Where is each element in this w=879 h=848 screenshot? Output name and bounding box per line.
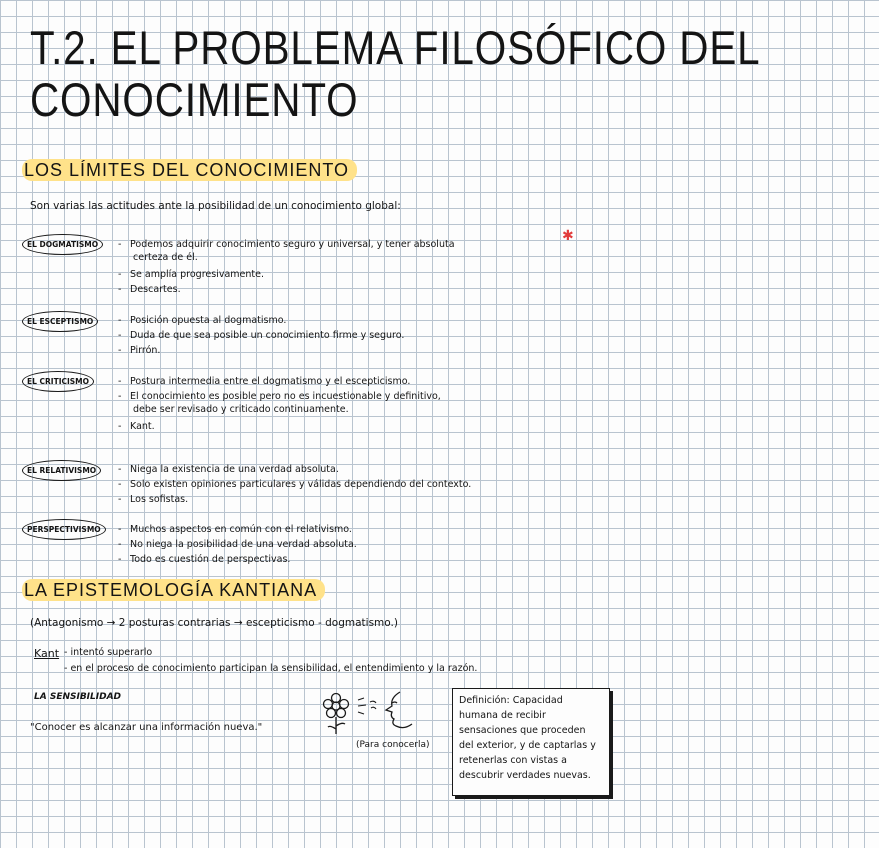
label-escepticismo: EL ESCEPTISMO — [22, 311, 98, 332]
list-criticismo — [118, 374, 441, 404]
section-heading-kantian: LA EPISTEMOLOGÍA KANTIANA — [22, 580, 325, 601]
intro-text: Son varias las actitudes ante la posibilidad de un conocimiento global: — [30, 200, 401, 212]
list-item: - Todo es cuestión de perspectivas. — [118, 552, 357, 567]
label-dogmatismo: EL DOGMATISMO — [22, 234, 103, 255]
list-item: - Solo existen opiniones particulares y válidas dependiendo del contexto. — [118, 477, 471, 492]
list-item: - Descartes. — [118, 282, 264, 297]
list-item-continuation: certeza de él. — [133, 252, 198, 263]
list-dogmatismo — [118, 237, 455, 252]
list-relativismo — [118, 462, 471, 507]
list-item: - Posición opuesta al dogmatismo. — [118, 313, 404, 328]
label-perspectivismo: PERSPECTIVISMO — [22, 519, 106, 540]
list-criticismo-rest — [118, 419, 155, 434]
list-item: - Kant. — [118, 419, 155, 434]
list-item: - Pirrón. — [118, 343, 404, 358]
list-item: - Los sofistas. — [118, 492, 471, 507]
sensibilidad-heading: LA SENSIBILIDAD — [34, 692, 122, 702]
label-relativismo: EL RELATIVISMO — [22, 460, 101, 481]
list-perspectivismo — [118, 522, 357, 567]
label-criticismo: EL CRITICISMO — [22, 371, 94, 392]
face-profile-icon — [386, 692, 412, 728]
kant-point-2: - en el proceso de conocimiento participan la sensibilidad, el entendimiento y la razón. — [64, 663, 478, 674]
antagonism-text: (Antagonismo → 2 posturas contrarias → escepticismo - dogmatismo.) — [30, 617, 398, 629]
sensing-lines-icon — [358, 698, 376, 714]
list-item-continuation: debe ser revisado y criticado continuamente. — [133, 404, 349, 415]
list-dogmatismo-rest — [118, 267, 264, 297]
list-item: - Duda de que sea posible un conocimiento firme y seguro. — [118, 328, 404, 343]
drawing-caption: (Para conocerla) — [356, 740, 430, 750]
page-title — [30, 22, 879, 126]
sensibilidad-quote: "Conocer es alcanzar una información nueva." — [30, 722, 263, 733]
section-heading-limits: LOS LÍMITES DEL CONOCIMIENTO — [22, 160, 357, 181]
list-item: - Se amplía progresivamente. — [118, 267, 264, 282]
title-line-1: T.2. EL PROBLEMA FILOSÓFICO DEL — [30, 21, 761, 74]
flower-icon — [324, 694, 349, 735]
list-escepticismo — [118, 313, 404, 358]
list-item: - El conocimiento es posible pero no es incuestionable y definitivo, — [118, 389, 441, 404]
flower-face-doodle — [320, 690, 420, 736]
kant-label: Kant — [34, 647, 60, 660]
list-item: - Postura intermedia entre el dogmatismo y el escepticismo. — [118, 374, 441, 389]
definition-box — [452, 688, 610, 796]
list-item: - Podemos adquirir conocimiento seguro y universal, y tener absoluta — [118, 237, 455, 252]
list-item: - Niega la existencia de una verdad absoluta. — [118, 462, 471, 477]
red-star-icon: ✱ — [562, 228, 574, 244]
title-line-2: CONOCIMIENTO — [30, 73, 359, 126]
kant-point-1: - intentó superarlo — [64, 647, 153, 658]
list-item: - Muchos aspectos en común con el relativismo. — [118, 522, 357, 537]
definition-text: Definición: Capacidad humana de recibir sensaciones que proceden del exterior, y de captarlas y retenerlas con vistas a descubrir verdades nuevas. — [459, 695, 596, 781]
list-item: - No niega la posibilidad de una verdad absoluta. — [118, 537, 357, 552]
